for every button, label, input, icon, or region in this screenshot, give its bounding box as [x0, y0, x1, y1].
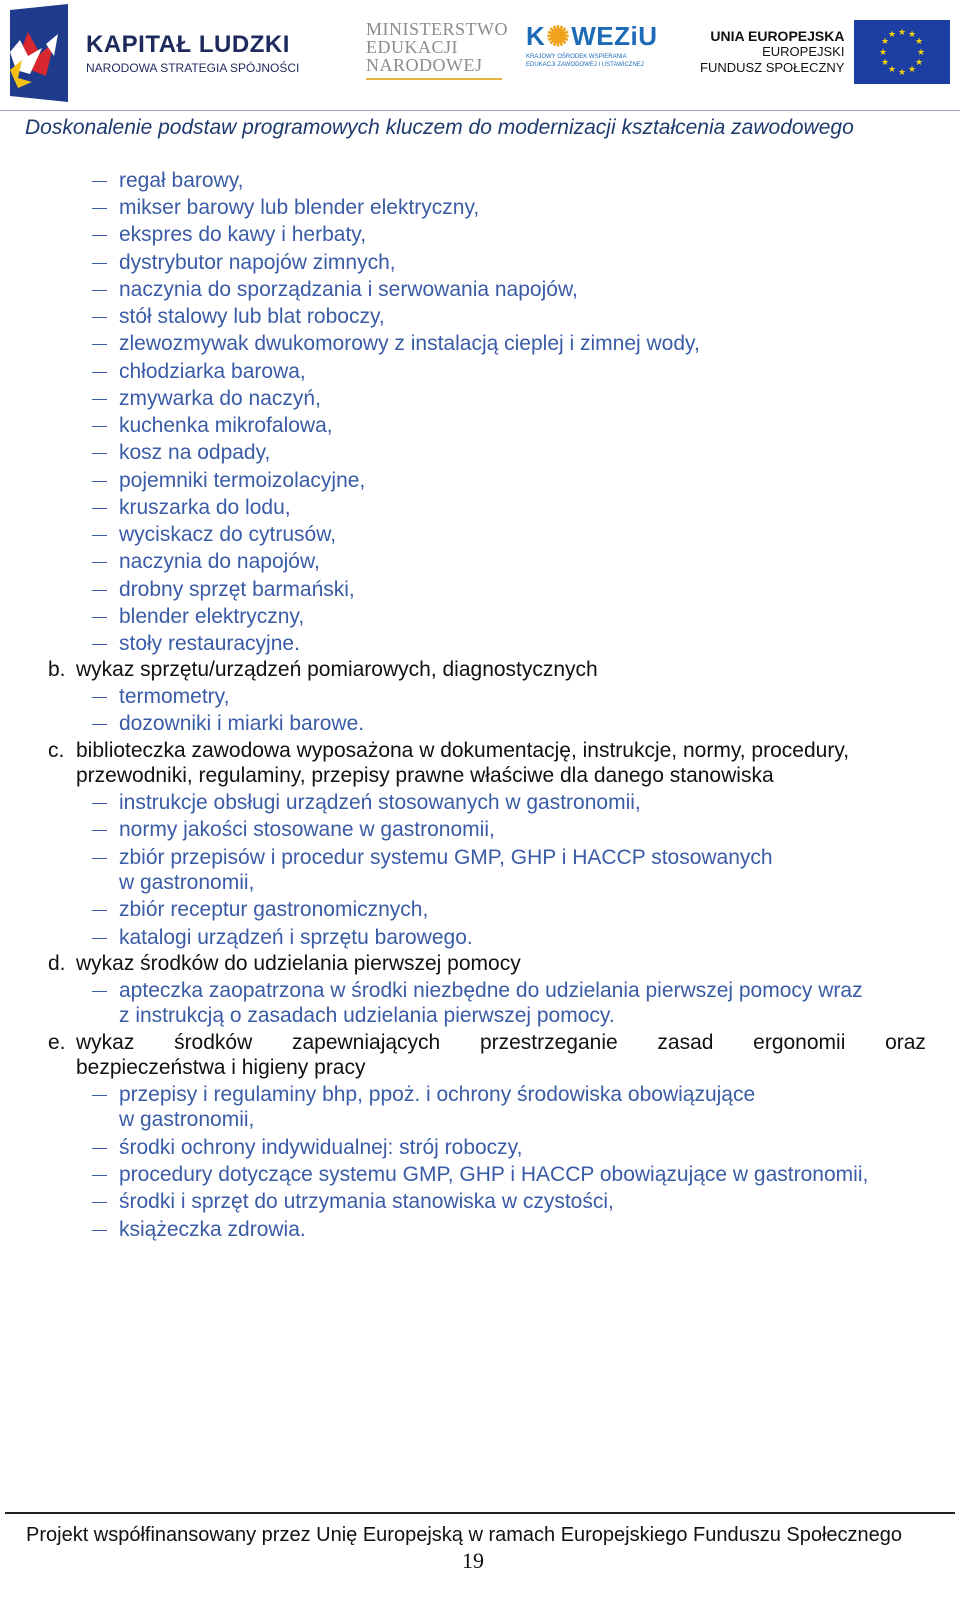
kapital-ludzki-emblem-icon — [6, 4, 74, 102]
dash-icon — [92, 590, 107, 591]
kowezu-subtitle-2: EDUKACJI ZAWODOWEJ I USTAWICZNEJ — [526, 62, 644, 68]
footer-divider — [5, 1512, 955, 1514]
heading-word: przestrzeganie — [479, 1031, 618, 1054]
dash-icon — [92, 235, 107, 236]
list-item: naczynia do napojów, — [119, 550, 320, 573]
dash-icon — [92, 1148, 107, 1149]
list-item: procedury dotyczące systemu GMP, GHP i HACCP obowiązujące w gastronomii, — [119, 1163, 869, 1186]
list-item: zmywarka do naczyń, — [119, 387, 321, 410]
dash-icon — [92, 1202, 107, 1203]
dash-icon — [92, 508, 107, 509]
svg-text:★: ★ — [888, 65, 897, 75]
section-heading-b: wykaz sprzętu/urządzeń pomiarowych, diagnostycznych — [76, 658, 598, 681]
list-item: kosz na odpady, — [119, 441, 271, 464]
svg-text:★: ★ — [908, 65, 917, 75]
list-item: przepisy i regulaminy bhp, ppoż. i ochrony środowiska obowiązujące — [119, 1083, 756, 1106]
list-item: naczynia do sporządzania i serwowania napojów, — [119, 278, 578, 301]
list-item: ekspres do kawy i herbaty, — [119, 223, 367, 246]
list-item: dystrybutor napojów zimnych, — [119, 251, 396, 274]
ministry-line-3: NARODOWEJ — [366, 55, 483, 75]
dash-icon — [92, 317, 107, 318]
sun-icon: ✺ — [546, 21, 571, 52]
heading-word: środków — [174, 1031, 253, 1054]
dash-icon — [92, 181, 107, 182]
dash-icon — [92, 858, 107, 859]
list-item-continuation: z instrukcją o zasadach udzielania pierwszej pomocy. — [119, 1004, 615, 1027]
svg-text:★: ★ — [908, 30, 917, 40]
dash-icon — [92, 399, 107, 400]
list-item: kuchenka mikrofalowa, — [119, 414, 333, 437]
kowezu-letters: WEZiU — [571, 21, 658, 51]
dash-icon — [92, 617, 107, 618]
list-item: zbiór receptur gastronomicznych, — [119, 898, 429, 921]
logo-bar — [0, 0, 960, 110]
eu-title: UNIA EUROPEJSKA — [710, 28, 845, 44]
list-item: apteczka zaopatrzona w środki niezbędne do udzielania pierwszej pomocy wraz — [119, 979, 863, 1002]
svg-text:★: ★ — [915, 58, 924, 68]
ministry-line-1: MINISTERSTWO — [366, 19, 508, 39]
dash-icon — [92, 724, 107, 725]
dash-icon — [92, 426, 107, 427]
eu-logo — [700, 20, 950, 84]
section-heading-d: wykaz środków do udzielania pierwszej pomocy — [76, 952, 521, 975]
ministry-logo — [366, 20, 508, 80]
list-item: stół stalowy lub blat roboczy, — [119, 305, 385, 328]
page-number: 19 — [462, 1548, 484, 1573]
dash-icon — [92, 910, 107, 911]
heading-word: oraz — [885, 1031, 926, 1054]
list-item-continuation: w gastronomii, — [119, 1108, 255, 1131]
eu-subtitle-1: EUROPEJSKI — [762, 44, 845, 59]
dash-icon — [92, 290, 107, 291]
dash-icon — [92, 344, 107, 345]
dash-icon — [92, 453, 107, 454]
section-marker-c: c. — [48, 739, 65, 762]
dash-icon — [92, 1095, 107, 1096]
heading-word: zasad — [657, 1031, 714, 1054]
list-item: środki i sprzęt do utrzymania stanowiska w czystości, — [119, 1190, 614, 1213]
section-marker-d: d. — [48, 952, 66, 975]
dash-icon — [92, 803, 107, 804]
list-item: pojemniki termoizolacyjne, — [119, 469, 366, 492]
section-marker-e: e. — [48, 1031, 66, 1054]
section-marker-b: b. — [48, 658, 66, 681]
section-heading-c-line-2: przewodniki, regulaminy, przepisy prawne właściwe dla danego stanowiska — [76, 764, 774, 787]
kowezu-logo — [526, 20, 658, 69]
list-item: katalogi urządzeń i sprzętu barowego. — [119, 926, 473, 949]
kapital-ludzki-logo — [6, 4, 299, 102]
list-item: regał barowy, — [119, 169, 244, 192]
list-item: zlewozmywak dwukomorowy z instalacją cieplej i zimnej wody, — [119, 332, 700, 355]
list-item: instrukcje obsługi urządzeń stosowanych w gastronomii, — [119, 791, 641, 814]
list-item: stoły restauracyjne. — [119, 632, 300, 655]
page-header: Doskonalenie podstaw programowych kluczem do modernizacji kształcenia zawodowego — [25, 116, 854, 139]
svg-text:★: ★ — [898, 28, 907, 38]
heading-word: zapewniających — [291, 1031, 441, 1054]
kapital-ludzki-title: KAPITAŁ LUDZKI — [86, 31, 290, 58]
kapital-ludzki-subtitle: NARODOWA STRATEGIA SPÓJNOŚCI — [86, 61, 300, 75]
list-item: termometry, — [119, 685, 230, 708]
kowezu-subtitle-1: KRAJOWY OŚRODEK WSPIERANIA — [526, 54, 627, 60]
svg-text:★: ★ — [881, 58, 890, 68]
svg-text:★: ★ — [888, 30, 897, 40]
svg-text:★: ★ — [898, 68, 907, 78]
dash-icon — [92, 938, 107, 939]
kowezu-letter-k: K — [526, 21, 546, 51]
page-footer: Projekt współfinansowany przez Unię Europejską w ramach Europejskiego Funduszu Społecznego — [26, 1524, 903, 1546]
eu-subtitle-2: FUNDUSZ SPOŁECZNY — [700, 60, 845, 75]
dash-icon — [92, 481, 107, 482]
section-heading-e-line-2: bezpieczeństwa i higieny pracy — [76, 1056, 366, 1079]
ministry-underline — [366, 78, 502, 80]
dash-icon — [92, 562, 107, 563]
list-item: mikser barowy lub blender elektryczny, — [119, 196, 480, 219]
list-item: wyciskacz do cytrusów, — [119, 523, 337, 546]
dash-icon — [92, 1230, 107, 1231]
dash-icon — [92, 1175, 107, 1176]
dash-icon — [92, 372, 107, 373]
header-divider — [0, 110, 960, 111]
svg-text:★: ★ — [915, 37, 924, 47]
heading-word: ergonomii — [753, 1031, 846, 1054]
list-item: normy jakości stosowane w gastronomii, — [119, 818, 495, 841]
list-item: chłodziarka barowa, — [119, 360, 306, 383]
dash-icon — [92, 830, 107, 831]
eu-flag-icon — [854, 20, 950, 84]
ministry-line-2: EDUKACJI — [366, 37, 458, 57]
list-item: drobny sprzęt barmański, — [119, 578, 355, 601]
svg-text:★: ★ — [881, 37, 890, 47]
list-item: zbiór przepisów i procedur systemu GMP, GHP i HACCP stosowanych — [119, 846, 773, 869]
list-item: dozowniki i miarki barowe. — [119, 712, 365, 735]
dash-icon — [92, 263, 107, 264]
section-heading-c-line-1: biblioteczka zawodowa wyposażona w dokumentację, instrukcje, normy, procedury, — [76, 739, 850, 762]
dash-icon — [92, 697, 107, 698]
svg-text:★: ★ — [879, 48, 888, 58]
section-heading-e-line-1 — [76, 1030, 926, 1055]
kowezu-title — [526, 20, 658, 53]
list-item-continuation: w gastronomii, — [119, 871, 255, 894]
dash-icon — [92, 991, 107, 992]
list-item: książeczka zdrowia. — [119, 1218, 306, 1241]
dash-icon — [92, 208, 107, 209]
dash-icon — [92, 535, 107, 536]
dash-icon — [92, 644, 107, 645]
heading-word: wykaz — [76, 1031, 135, 1054]
svg-text:★: ★ — [917, 48, 926, 58]
list-item: blender elektryczny, — [119, 605, 305, 628]
list-item: środki ochrony indywidualnej: strój roboczy, — [119, 1136, 523, 1159]
list-item: kruszarka do lodu, — [119, 496, 291, 519]
